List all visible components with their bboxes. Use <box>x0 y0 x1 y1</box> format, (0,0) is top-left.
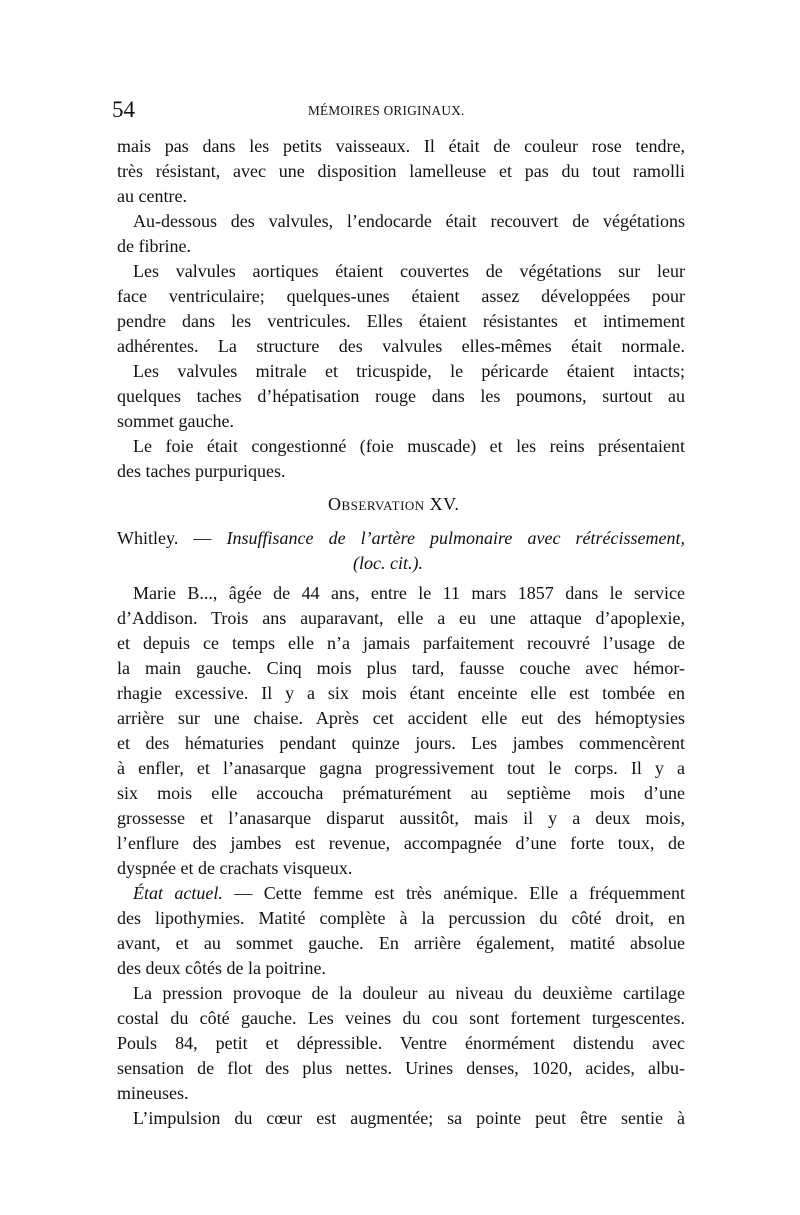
state-label: État actuel. <box>133 883 223 903</box>
running-title: MÉMOIRES ORIGINAUX. <box>308 103 465 118</box>
text-line: face ventriculaire; quelques-unes étaient assez développées pour <box>117 286 685 306</box>
text-line: Le foie était congestionné (foie muscade) et les reins présentaient <box>133 436 685 456</box>
citation-title: Insuffisance de l’artère pulmonaire avec rétrécissement, <box>226 528 686 548</box>
text-line: costal du côté gauche. Les veines du cou sont fortement turgescentes. <box>117 1008 685 1028</box>
text-line: sensation de flot des plus nettes. Urines denses, 1020, acides, albu- <box>117 1058 685 1078</box>
citation-line <box>117 526 685 550</box>
text-line: adhérentes. La structure des valvules elles-mêmes était normale. <box>117 336 685 356</box>
text-line: et des hématuries pendant quinze jours. Les jambes commencèrent <box>117 733 685 753</box>
text-line: mineuses. <box>117 1083 189 1103</box>
text-line: Marie B..., âgée de 44 ans, entre le 11 mars 1857 dans le service <box>133 583 685 603</box>
text-line: Les valvules mitrale et tricuspide, le péricarde étaient intacts; <box>133 361 685 381</box>
text-line: et depuis ce temps elle n’a jamais parfaitement recouvré l’usage de <box>117 633 685 653</box>
text-line: La pression provoque de la douleur au niveau du deuxième cartilage <box>133 983 685 1003</box>
text-line: arrière sur une chaise. Après cet accident elle eut des hémoptysies <box>117 708 685 728</box>
text-line: L’impulsion du cœur est augmentée; sa pointe peut être sentie à <box>133 1108 685 1128</box>
text-line: d’Addison. Trois ans auparavant, elle a eu une attaque d’apoplexie, <box>117 608 685 628</box>
text-line: la main gauche. Cinq mois plus tard, fausse couche avec hémor- <box>117 658 685 678</box>
text-line: mais pas dans les petits vaisseaux. Il était de couleur rose tendre, <box>117 136 685 156</box>
observation-heading-text: Observation XV. <box>328 494 460 514</box>
text-line: des lipothymies. Matité complète à la percussion du côté droit, en <box>117 908 685 928</box>
text-line: grossesse et l’anasarque disparut aussitôt, mais il y a deux mois, <box>117 808 685 828</box>
citation-author: Whitley. — <box>117 528 212 548</box>
text-line: Pouls 84, petit et dépressible. Ventre énormément distendu avec <box>117 1033 685 1053</box>
text-line: avant, et au sommet gauche. En arrière également, matité absolue <box>117 933 685 953</box>
citation-location: (loc. cit.). <box>353 553 423 573</box>
text-line: des taches purpuriques. <box>117 461 286 481</box>
text-line: de fibrine. <box>117 236 191 256</box>
text-line: Au-dessous des valvules, l’endocarde était recouvert de végétations <box>133 211 685 231</box>
text-line: l’enflure des jambes est revenue, accompagnée d’une forte toux, de <box>117 833 685 853</box>
text-line: à enfler, et l’anasarque gagna progressivement tout le corps. Il y a <box>117 758 685 778</box>
state-text: — Cette femme est très anémique. Elle a fréquemment <box>222 883 685 903</box>
text-line: quelques taches d’hépatisation rouge dans les poumons, surtout au <box>117 386 685 406</box>
text-line: Les valvules aortiques étaient couvertes de végétations sur leur <box>133 261 685 281</box>
text-line: six mois elle accoucha prématurément au septième mois d’une <box>117 783 685 803</box>
text-line: au centre. <box>117 186 187 206</box>
text-line: des deux côtés de la poitrine. <box>117 958 326 978</box>
text-line: sommet gauche. <box>117 411 234 431</box>
page-header <box>112 96 684 130</box>
text-line: pendre dans les ventricules. Elles étaient résistantes et intimement <box>117 311 685 331</box>
observation-heading <box>328 492 459 516</box>
text-line: rhagie excessive. Il y a six mois étant enceinte elle est tombée en <box>117 683 685 703</box>
text-line: dyspnée et de crachats visqueux. <box>117 858 353 878</box>
text-line: très résistant, avec une disposition lamelleuse et pas du tout ramolli <box>117 161 685 181</box>
page-number: 54 <box>112 97 135 122</box>
state-line <box>133 881 685 905</box>
